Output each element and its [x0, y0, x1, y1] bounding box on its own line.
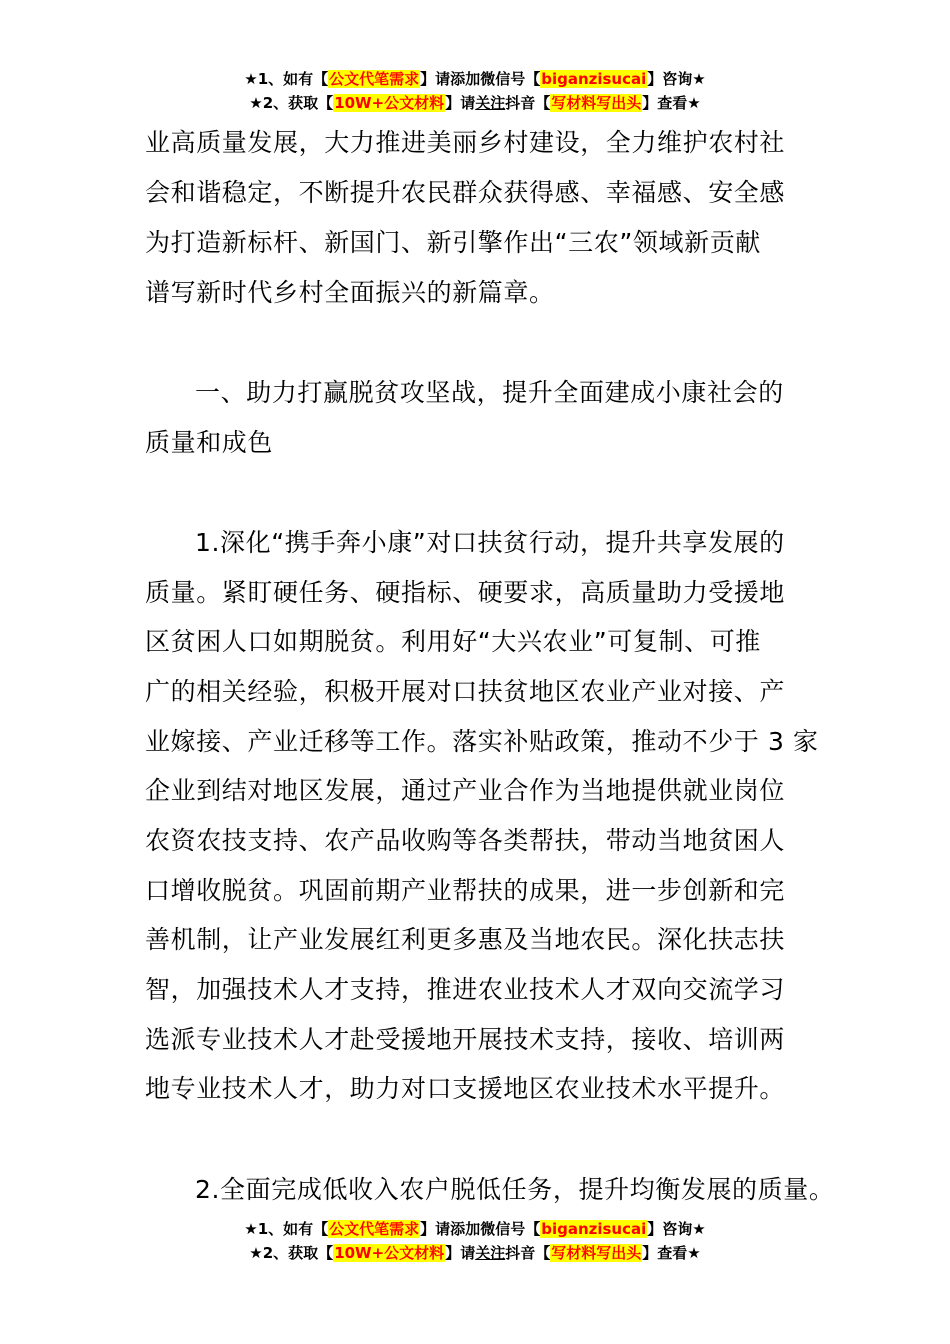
banner-line-1	[0, 67, 950, 91]
banner-text: 微信号【	[480, 1220, 541, 1238]
banner-text: 抖音【	[505, 94, 551, 112]
body-line: 谱写新时代乡村全面振兴的新篇章。	[145, 278, 555, 307]
banner-text: ★1、如有【	[244, 70, 329, 88]
banner-text: 关注	[475, 1244, 506, 1262]
banner-text: 抖音【	[505, 1244, 551, 1262]
footer-banner	[0, 1217, 950, 1265]
banner-text: 加	[465, 70, 481, 88]
banner-text: 加	[465, 1220, 481, 1238]
paragraph-line: 地专业技术人才，助力对口支援地区农业技术水平提升。	[145, 1074, 786, 1103]
highlight-service: 公文代笔需求	[329, 1220, 420, 1238]
banner-text: 】查看★	[642, 1244, 701, 1262]
banner-line-2	[0, 91, 950, 115]
body-line: 业高质量发展，大力推进美丽乡村建设，全力维护农村社	[145, 128, 786, 157]
paragraph-line: 企业到结对地区发展，通过产业合作为当地提供就业岗位	[145, 776, 786, 805]
banner-line-1	[0, 1217, 950, 1241]
highlight-douyin: 写材料写出头	[551, 94, 642, 112]
header-banner	[0, 67, 950, 115]
banner-text: 】请添	[420, 1220, 466, 1238]
banner-text: ★2、获取【	[249, 1244, 334, 1262]
paragraph-line: 业嫁接、产业迁移等工作。落实补贴政策，推动不少于 3 家	[145, 727, 819, 756]
highlight-wechat-id: biganzisucai	[541, 70, 647, 88]
paragraph-line: 善机制，让产业发展红利更多惠及当地农民。深化扶志扶	[145, 925, 786, 954]
banner-text: 】请添	[420, 70, 466, 88]
paragraph-line: 智，加强技术人才支持，推进农业技术人才双向交流学习	[145, 975, 786, 1004]
paragraph-line: 农资农技支持、农产品收购等各类帮扶，带动当地贫困人	[145, 826, 786, 855]
banner-text: 关注	[475, 94, 506, 112]
paragraph-line: 质量。紧盯硬任务、硬指标、硬要求，高质量助力受援地	[145, 578, 786, 607]
banner-text: 】咨询★	[647, 70, 706, 88]
highlight-douyin: 写材料写出头	[551, 1244, 642, 1262]
highlight-wechat-id: biganzisucai	[541, 1220, 647, 1238]
paragraph-line: 区贫困人口如期脱贫。利用好“大兴农业”可复制、可推	[145, 627, 761, 656]
highlight-service: 公文代笔需求	[329, 70, 420, 88]
paragraph-line: 选派专业技术人才赴受援地开展技术支持，接收、培训两	[145, 1025, 786, 1054]
paragraph-line: 1.深化“携手奔小康”对口扶贫行动，提升共享发展的	[195, 528, 785, 557]
banner-text: 微信号【	[480, 70, 541, 88]
paragraph-line: 广的相关经验，积极开展对口扶贫地区农业产业对接、产	[145, 677, 786, 706]
banner-text: ★1、如有【	[244, 1220, 329, 1238]
section-heading: 质量和成色	[145, 428, 274, 457]
banner-text: 】请	[445, 1244, 476, 1262]
banner-text: 】查看★	[642, 94, 701, 112]
highlight-materials: 10W+公文材料	[334, 94, 445, 112]
banner-text: 】请	[445, 94, 476, 112]
banner-line-2	[0, 1241, 950, 1265]
body-line: 为打造新标杆、新国门、新引擎作出“三农”领域新贡献	[145, 228, 761, 257]
banner-text: 】咨询★	[647, 1220, 706, 1238]
paragraph-line: 2.全面完成低收入农户脱低任务，提升均衡发展的质量。	[195, 1175, 835, 1204]
highlight-materials: 10W+公文材料	[334, 1244, 445, 1262]
banner-text: ★2、获取【	[249, 94, 334, 112]
paragraph-line: 口增收脱贫。巩固前期产业帮扶的成果，进一步创新和完	[145, 876, 786, 905]
section-heading: 一、助力打赢脱贫攻坚战，提升全面建成小康社会的	[195, 378, 784, 407]
body-line: 会和谐稳定，不断提升农民群众获得感、幸福感、安全感	[145, 178, 786, 207]
